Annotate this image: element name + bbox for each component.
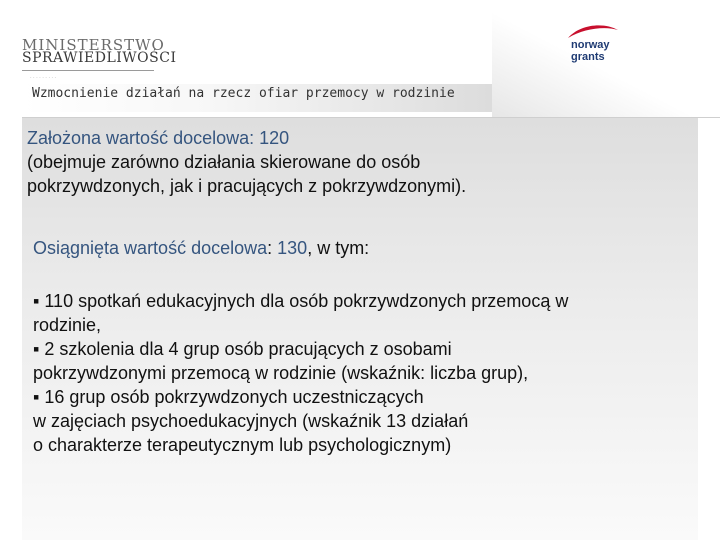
grants-word: grants [571, 51, 605, 63]
bullet-line: ▪ 2 szkolenia dla 4 grup osób pracujących z osobami [33, 339, 452, 359]
ministry-name-line1: MINISTERSTWO [22, 36, 165, 54]
bullet-line: w zajęciach psychoedukacyjnych (wskaźnik 13 działań [33, 411, 469, 431]
target-label: Założona wartość docelowa: 120 [27, 128, 290, 148]
bullet-line: rodzinie, [33, 315, 102, 335]
bullet-line: pokrzywdzonymi przemocą w rodzinie (wskaźnik: liczba grup), [33, 363, 529, 383]
ministry-logo-small-text: · · · · · · · · · [30, 75, 57, 81]
ministry-logo [22, 36, 177, 88]
achieved-suffix: , w tym: [307, 238, 370, 258]
header [0, 0, 720, 118]
target-line-2: (obejmuje zarówno działania skierowane do osób [27, 152, 421, 172]
ministry-name-line2: SPRAWIEDLIWOŚCI [22, 50, 177, 66]
achieved-label: Osiągnięta wartość docelowa [33, 238, 268, 258]
bullet-line: ▪ 110 spotkań edukacyjnych dla osób pokrzywdzonych przemocą w [33, 291, 569, 311]
bullet-line: o charakterze terapeutycznym lub psychologicznym) [33, 435, 452, 455]
target-paragraph [27, 126, 667, 198]
bullet-list [33, 289, 693, 457]
page-subtitle: Wzmocnienie działań na rzecz ofiar przemocy w rodzinie [32, 86, 455, 101]
target-line-3: pokrzywdzonych, jak i pracujących z pokrzywdzonymi). [27, 176, 467, 196]
achieved-value: 130 [277, 238, 308, 258]
norway-grants-logo [562, 22, 624, 70]
achieved-colon: : [267, 238, 278, 258]
achieved-paragraph [33, 236, 673, 260]
ministry-logo-rule [22, 70, 154, 71]
norway-word: norway [571, 39, 610, 51]
bullet-line: ▪ 16 grup osób pokrzywdzonych uczestniczących [33, 387, 424, 407]
